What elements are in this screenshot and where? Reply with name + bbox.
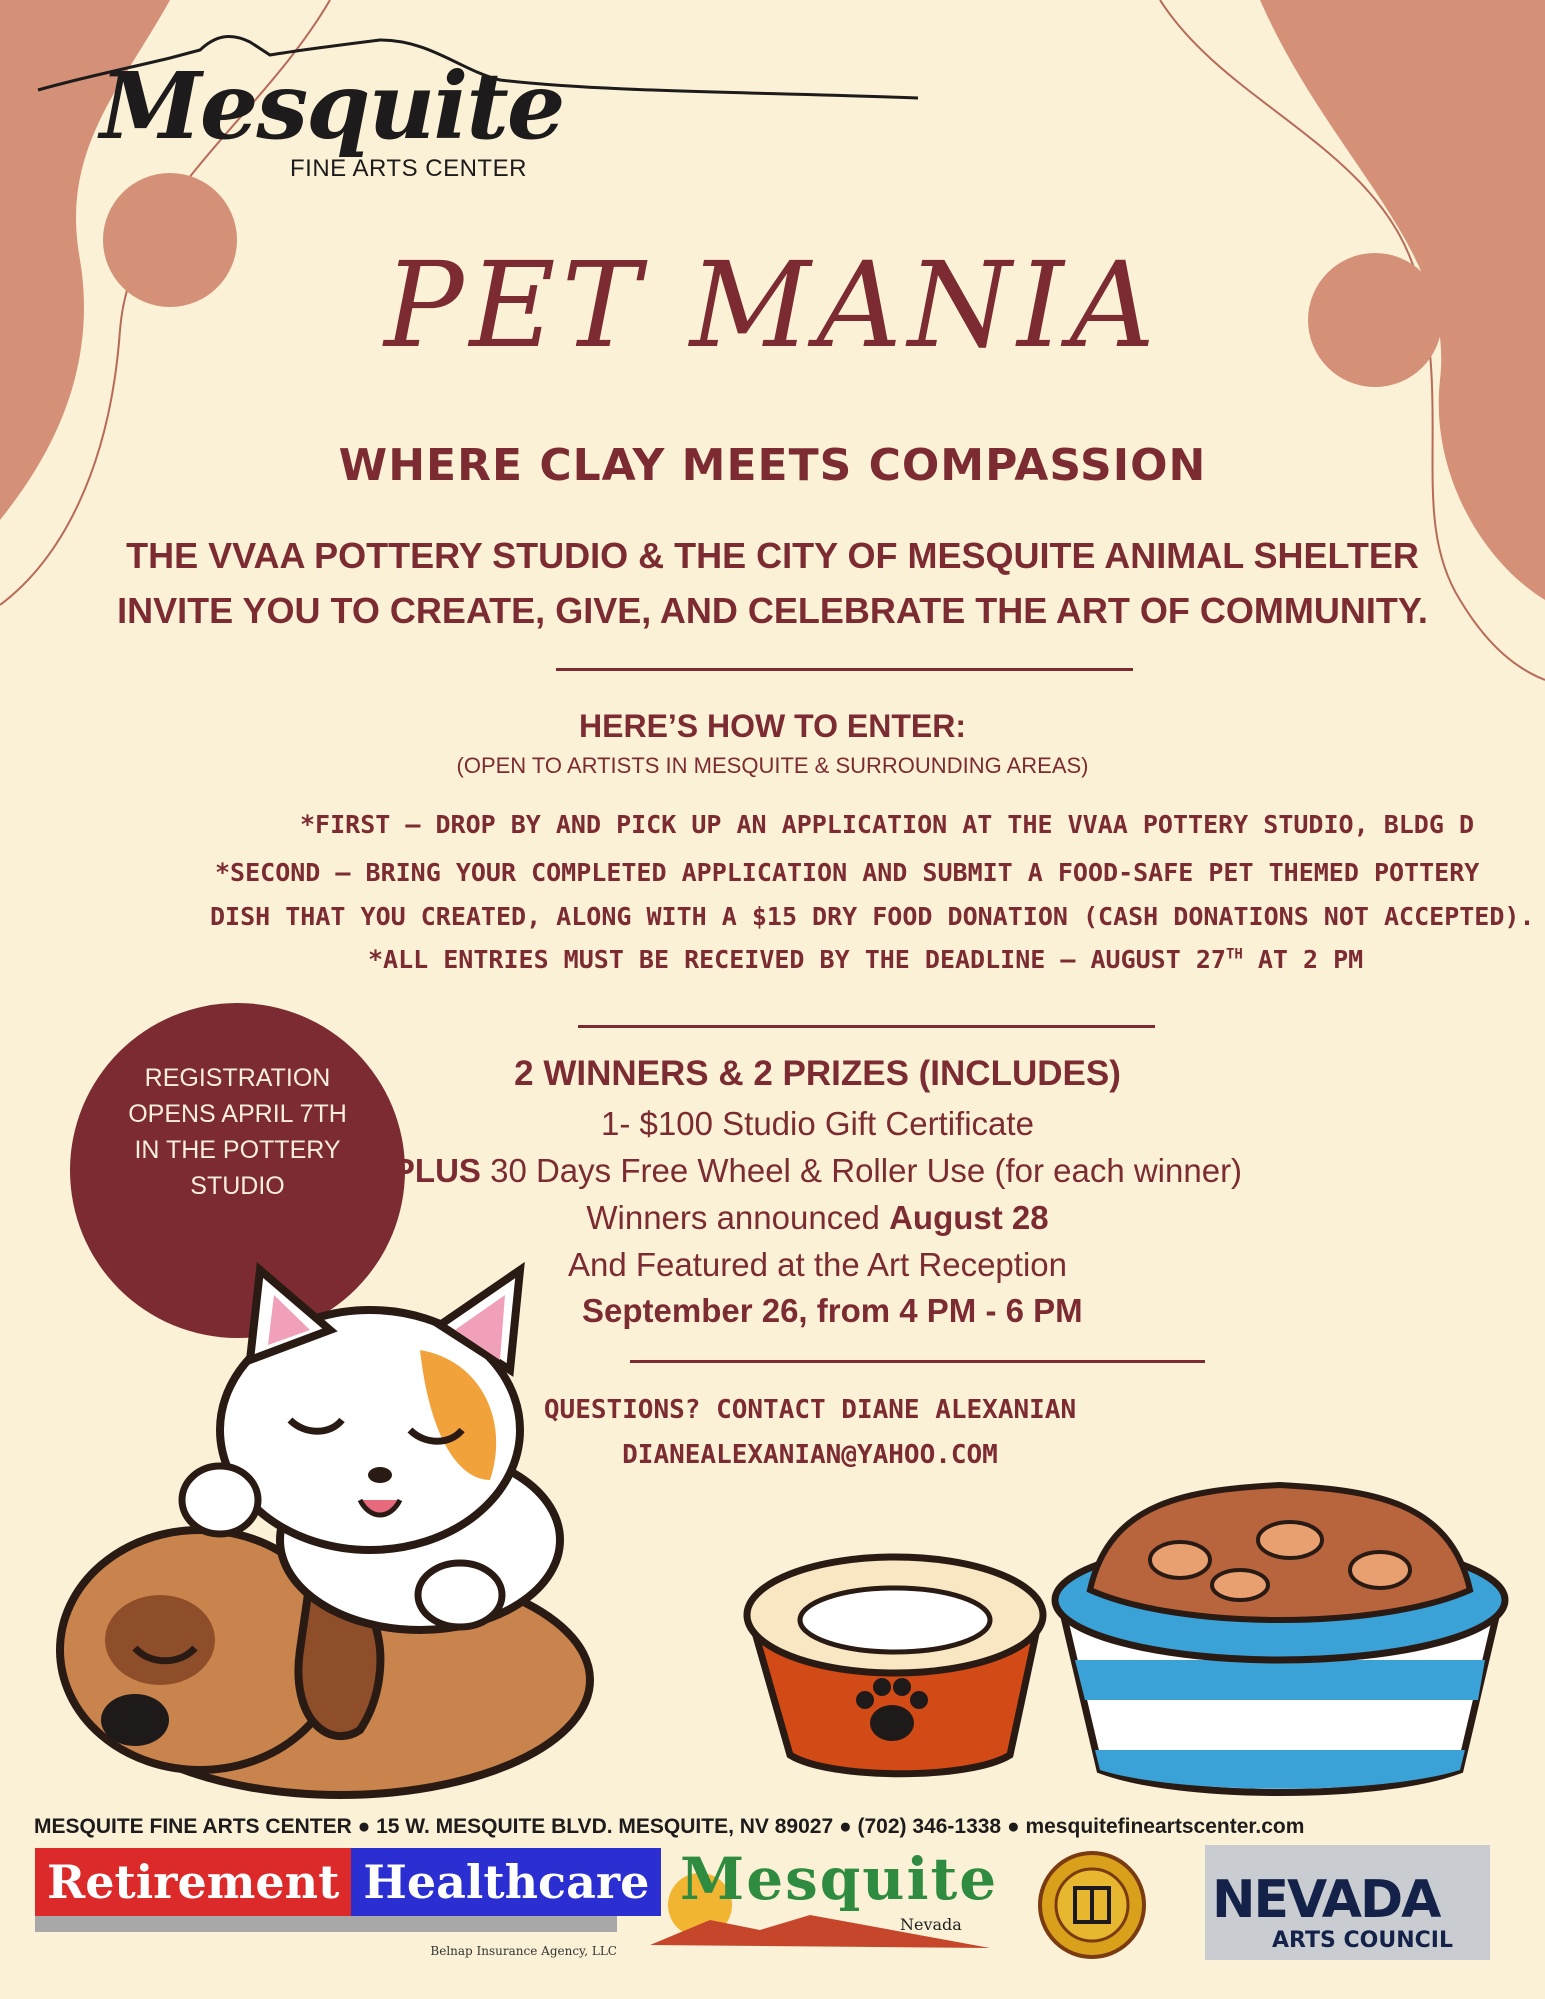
step-1: *FIRST – DROP BY AND PICK UP AN APPLICATION AT THE VVAA POTTERY STUDIO, BLDG D xyxy=(300,810,1474,839)
footer-address: MESQUITE FINE ARTS CENTER ● 15 W. MESQUITE BLVD. MESQUITE, NV 89027 ● (702) 346-1338 ● mesquitefineartscenter.com xyxy=(34,1815,1305,1838)
prize-line-3 xyxy=(0,1199,1545,1237)
registration-line-4: STUDIO xyxy=(190,1172,285,1200)
dog-and-cat-illustration xyxy=(40,1250,660,1810)
intro-line-2: INVITE YOU TO CREATE, GIVE, AND CELEBRATE THE ART OF COMMUNITY. xyxy=(117,590,1428,631)
how-to-enter-subheading: (OPEN TO ARTISTS IN MESQUITE & SURROUNDING AREAS) xyxy=(456,753,1089,778)
step-3 xyxy=(368,945,1363,974)
tagline: WHERE CLAY MEETS COMPASSION xyxy=(338,440,1207,491)
food-bowl-illustration xyxy=(1040,1470,1520,1800)
retirement-healthcare-bar xyxy=(35,1916,617,1932)
logo-wordmark: Mesquite xyxy=(100,52,564,160)
nevada-wordmark: NEVADA xyxy=(1212,1870,1440,1930)
empty-bowl-illustration xyxy=(730,1545,1050,1785)
arts-council-wordmark: ARTS COUNCIL xyxy=(1272,1928,1453,1953)
intro-line-1: THE VVAA POTTERY STUDIO & THE CITY OF MESQUITE ANIMAL SHELTER xyxy=(126,535,1419,576)
mesquite-nevada-sub: Nevada xyxy=(900,1915,962,1934)
reception-date: September 26, from 4 PM - 6 PM xyxy=(582,1292,1083,1329)
step-3-text: *ALL ENTRIES MUST BE RECEIVED BY THE DEADLINE – AUGUST 27 xyxy=(368,945,1226,974)
how-to-enter-heading: HERE’S HOW TO ENTER: xyxy=(579,708,966,744)
prize-line-4: And Featured at the Art Reception xyxy=(568,1246,1067,1283)
winners-announced-date: August 28 xyxy=(889,1199,1049,1236)
healthcare-label: Healthcare xyxy=(351,1848,661,1916)
step-2-line-1: *SECOND – BRING YOUR COMPLETED APPLICATION AND SUBMIT A FOOD-SAFE PET THEMED POTTERY xyxy=(215,858,1480,887)
retirement-label: Retirement xyxy=(35,1848,351,1916)
page-title: PET MANIA xyxy=(384,236,1161,374)
logo-subtitle: FINE ARTS CENTER xyxy=(290,155,527,182)
retirement-healthcare-logo xyxy=(35,1848,650,1916)
vvaa-seal-icon xyxy=(1037,1850,1147,1960)
contact-line: QUESTIONS? CONTACT DIANE ALEXANIAN xyxy=(543,1395,1077,1425)
step-3-suffix: AT 2 PM xyxy=(1242,945,1364,974)
mesquite-nevada-wordmark: Mesquite xyxy=(680,1845,999,1913)
step-3-superscript: TH xyxy=(1225,946,1243,963)
divider-3 xyxy=(630,1360,1205,1363)
prize-plus: PLUS xyxy=(392,1152,481,1189)
registration-line-2: OPENS APRIL 7TH xyxy=(128,1100,347,1128)
prize-line-2-text: 30 Days Free Wheel & Roller Use (for each winner) xyxy=(480,1152,1243,1189)
registration-line-1: REGISTRATION xyxy=(144,1064,331,1092)
prizes-heading: 2 WINNERS & 2 PRIZES (INCLUDES) xyxy=(514,1054,1121,1093)
prize-line-1: 1- $100 Studio Gift Certificate xyxy=(601,1105,1034,1142)
belnap-label: Belnap Insurance Agency, LLC xyxy=(430,1944,617,1958)
registration-line-3: IN THE POTTERY xyxy=(134,1136,341,1164)
winners-announced-text: Winners announced xyxy=(586,1199,890,1236)
divider-1 xyxy=(556,668,1133,671)
step-2-line-2: DISH THAT YOU CREATED, ALONG WITH A $15 DRY FOOD DONATION (CASH DONATIONS NOT ACCEPTED). xyxy=(210,902,1535,931)
divider-2 xyxy=(578,1025,1155,1028)
intro-text xyxy=(40,528,1505,638)
contact-email[interactable]: DIANEALEXANIAN@YAHOO.COM xyxy=(622,1440,998,1470)
prize-line-2 xyxy=(0,1152,1545,1190)
